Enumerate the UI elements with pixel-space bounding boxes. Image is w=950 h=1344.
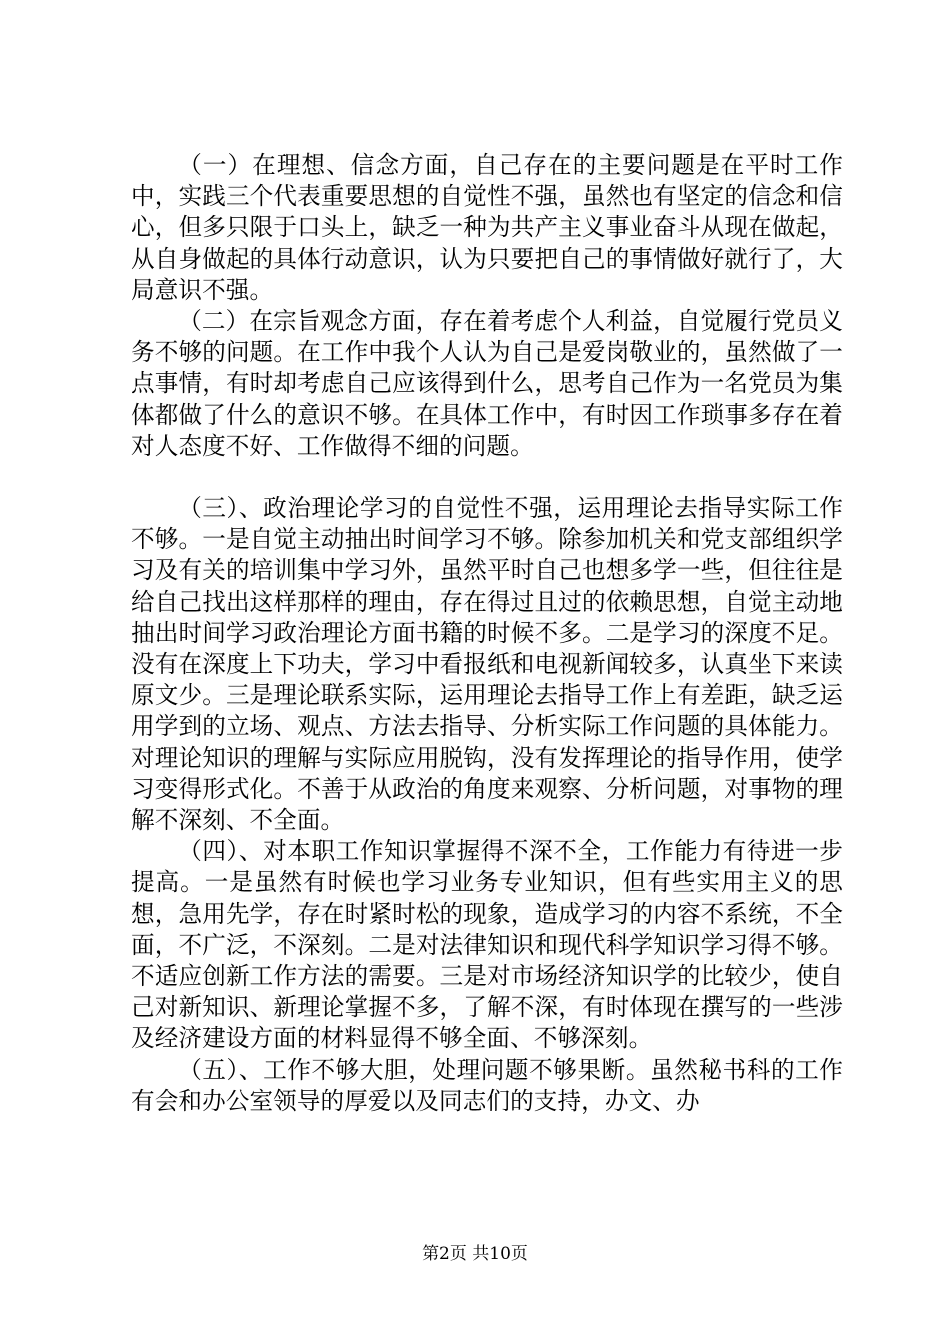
paragraph-3: （三）、政治理论学习的自觉性不强，运用理论去指导实际工作不够。一是自觉主动抽出时间学习不够。除参加机关和党支部组织学习及有关的培训集中学习外，虽然平时自己也想多学一些，但往往是给自己找出这样那样的理由，存在得过且过的依赖思想，自觉主动地抽出时间学习政治理论方面书籍的时候不多。二是学习的深度不足。没有在深度上下功夫，学习中看报纸和电视新闻较多，认真坐下来读原文少。三是理论联系实际，运用理论去指导工作上有差距，缺乏运用学到的立场、观点、方法去指导、分析实际工作问题的具体能力。对理论知识的理解与实际应用脱钩，没有发挥理论的指导作用，使学习变得形式化。不善于从政治的角度来观察、分析问题，对事物的理解不深刻、不全面。 <box>131 494 843 835</box>
paragraph-2: （二）在宗旨观念方面，存在着考虑个人利益，自觉履行党员义务不够的问题。在工作中我个人认为自己是爱岗敬业的，虽然做了一点事情，有时却考虑自己应该得到什么，思考自己作为一名党员为集体都做了什么的意识不够。在具体工作中，有时因工作琐事多存在着对人态度不好、工作做得不细的问题。 <box>131 307 843 460</box>
page-number-footer: 第2页 共10页 <box>422 1244 528 1264</box>
paragraph-4: （四）、对本职工作知识掌握得不深不全，工作能力有待进一步提高。一是虽然有时候也学习业务专业知识，但有些实用主义的思想，急用先学，存在时紧时松的现象，造成学习的内容不系统，不全面，不广泛，不深刻。二是对法律知识和现代科学知识学习得不够。不适应创新工作方法的需要。三是对市场经济知识学的比较少，使自己对新知识、新理论掌握不多，了解不深，有时体现在撰写的一些涉及经济建设方面的材料显得不够全面、不够深刻。 <box>131 837 843 1053</box>
document-body <box>131 150 843 1117</box>
paragraph-5: （五）、工作不够大胆，处理问题不够果断。虽然秘书科的工作有会和办公室领导的厚爱以及同志们的支持，办文、办 <box>131 1055 843 1115</box>
paragraph-1: （一）在理想、信念方面，自己存在的主要问题是在平时工作中，实践三个代表重要思想的自觉性不强，虽然也有坚定的信念和信心，但多只限于口头上，缺乏一种为共产主义事业奋斗从现在做起，从自身做起的具体行动意识，认为只要把自己的事情做好就行了，大局意识不强。 <box>131 151 843 304</box>
